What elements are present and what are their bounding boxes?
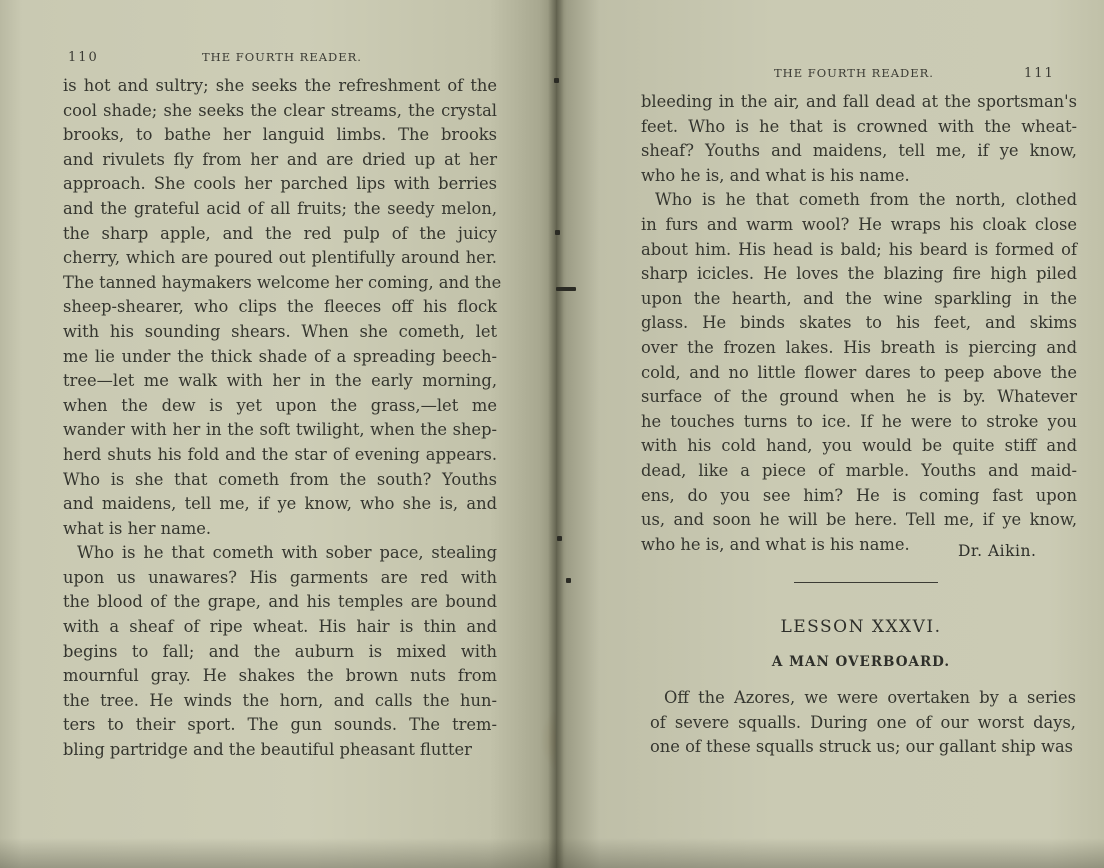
text-line: with his cold hand, you would be quite stiff and	[641, 436, 1077, 456]
text-line: when the dew is yet upon the grass,—let me	[63, 395, 497, 415]
text-line: ens, do you see him? He is coming fast upon	[641, 485, 1077, 505]
text-line: feet. Who is he that is crowned with the wheat-	[641, 116, 1077, 136]
section-divider	[794, 582, 938, 583]
text-line: glass. He binds skates to his feet, and skims	[641, 313, 1077, 333]
text-line: upon the hearth, and the wine sparkling in the	[641, 288, 1077, 308]
text-line: bling partridge and the beautiful pheasant flutter	[63, 740, 472, 760]
text-line: cherry, which are poured out plentifully around her.	[63, 248, 497, 268]
text-line: brooks, to bathe her languid limbs. The brooks	[63, 125, 497, 145]
text-line: in furs and warm wool? He wraps his cloak close	[641, 214, 1077, 234]
text-line: Who is she that cometh from the south? Youths	[63, 469, 497, 489]
text-line: the sharp apple, and the red pulp of the juicy	[63, 223, 497, 243]
text-line: the tree. He winds the horn, and calls the hun-	[63, 690, 497, 710]
text-line: Who is he that cometh with sober pace, stealing	[77, 543, 497, 563]
text-line: sharp icicles. He loves the blazing fire high piled	[641, 264, 1077, 284]
text-line: with his sounding shears. When she cometh, let	[63, 321, 497, 341]
right-page-number: 111	[1024, 66, 1055, 81]
text-line: one of these squalls struck us; our gallant ship was	[650, 737, 1074, 757]
book-gutter	[548, 0, 564, 868]
left-running-head: THE FOURTH READER.	[202, 50, 362, 64]
text-line: The tanned haymakers welcome her coming, and the	[63, 272, 502, 292]
text-line: and the grateful acid of all fruits; the seedy melon,	[63, 198, 497, 218]
lesson-body-text	[650, 686, 1076, 760]
text-line: Who is he that cometh from the north, clothed	[655, 190, 1077, 210]
text-line: of severe squalls. During one of our worst days,	[650, 712, 1076, 732]
lesson-heading: LESSON XXXVI.	[780, 617, 942, 637]
text-line: cool shade; she seeks the clear streams, the crystal	[63, 100, 497, 120]
text-line: approach. She cools her parched lips with berries	[63, 174, 497, 194]
text-line: tree—let me walk with her in the early morning,	[63, 371, 497, 391]
text-line: sheaf? Youths and maidens, tell me, if ye know,	[641, 141, 1077, 161]
text-line: herd shuts his fold and the star of evening appears.	[63, 444, 497, 464]
author-signature: Dr. Aikin.	[958, 542, 1037, 560]
text-line: begins to fall; and the auburn is mixed with	[63, 641, 497, 661]
text-line: upon us unawares? His garments are red with	[63, 567, 497, 587]
text-line: who he is, and what is his name.	[641, 534, 910, 554]
text-line: and maidens, tell me, if ye know, who she is, and	[63, 494, 497, 514]
binding-thread	[556, 287, 576, 291]
text-line: cold, and no little flower dares to peep above the	[641, 362, 1077, 382]
right-running-head: THE FOURTH READER.	[774, 66, 934, 80]
binding-thread	[554, 78, 559, 83]
page-shadow	[0, 838, 1104, 868]
right-page	[556, 0, 1104, 868]
text-line: about him. His head is bald; his beard is formed of	[641, 239, 1077, 259]
text-line: what is her name.	[63, 518, 212, 538]
text-line: wander with her in the soft twilight, when the shep-	[63, 420, 497, 440]
text-line: is hot and sultry; she seeks the refreshment of the	[63, 76, 497, 95]
text-line: me lie under the thick shade of a spreading beech-	[63, 346, 497, 366]
text-line: and rivulets fly from her and are dried up at her	[63, 149, 497, 169]
lesson-title: A MAN OVERBOARD.	[771, 654, 951, 670]
binding-thread	[557, 536, 562, 541]
left-page-number: 110	[68, 50, 99, 65]
text-line: surface of the ground when he is by. Whatever	[641, 387, 1077, 407]
text-line: us, and soon he will be here. Tell me, if ye know,	[641, 510, 1077, 530]
right-body-text	[641, 90, 1077, 557]
text-line: bleeding in the air, and fall dead at the sportsman's	[641, 92, 1077, 111]
text-line: mournful gray. He shakes the brown nuts from	[63, 666, 497, 686]
text-line: he touches turns to ice. If he were to stroke you	[641, 411, 1077, 431]
text-line: Off the Azores, we were overtaken by a series	[664, 688, 1076, 707]
text-line: ters to their sport. The gun sounds. The trem-	[63, 715, 497, 735]
binding-thread	[566, 578, 571, 583]
text-line: the blood of the grape, and his temples are bound	[63, 592, 497, 612]
left-body-text	[63, 74, 502, 763]
text-line: dead, like a piece of marble. Youths and maid-	[641, 460, 1077, 480]
text-line: who he is, and what is his name.	[641, 165, 910, 185]
binding-thread	[555, 230, 560, 235]
text-line: sheep-shearer, who clips the fleeces off his flock	[63, 297, 497, 317]
text-line: with a sheaf of ripe wheat. His hair is thin and	[63, 617, 497, 637]
text-line: over the frozen lakes. His breath is piercing and	[641, 337, 1077, 357]
